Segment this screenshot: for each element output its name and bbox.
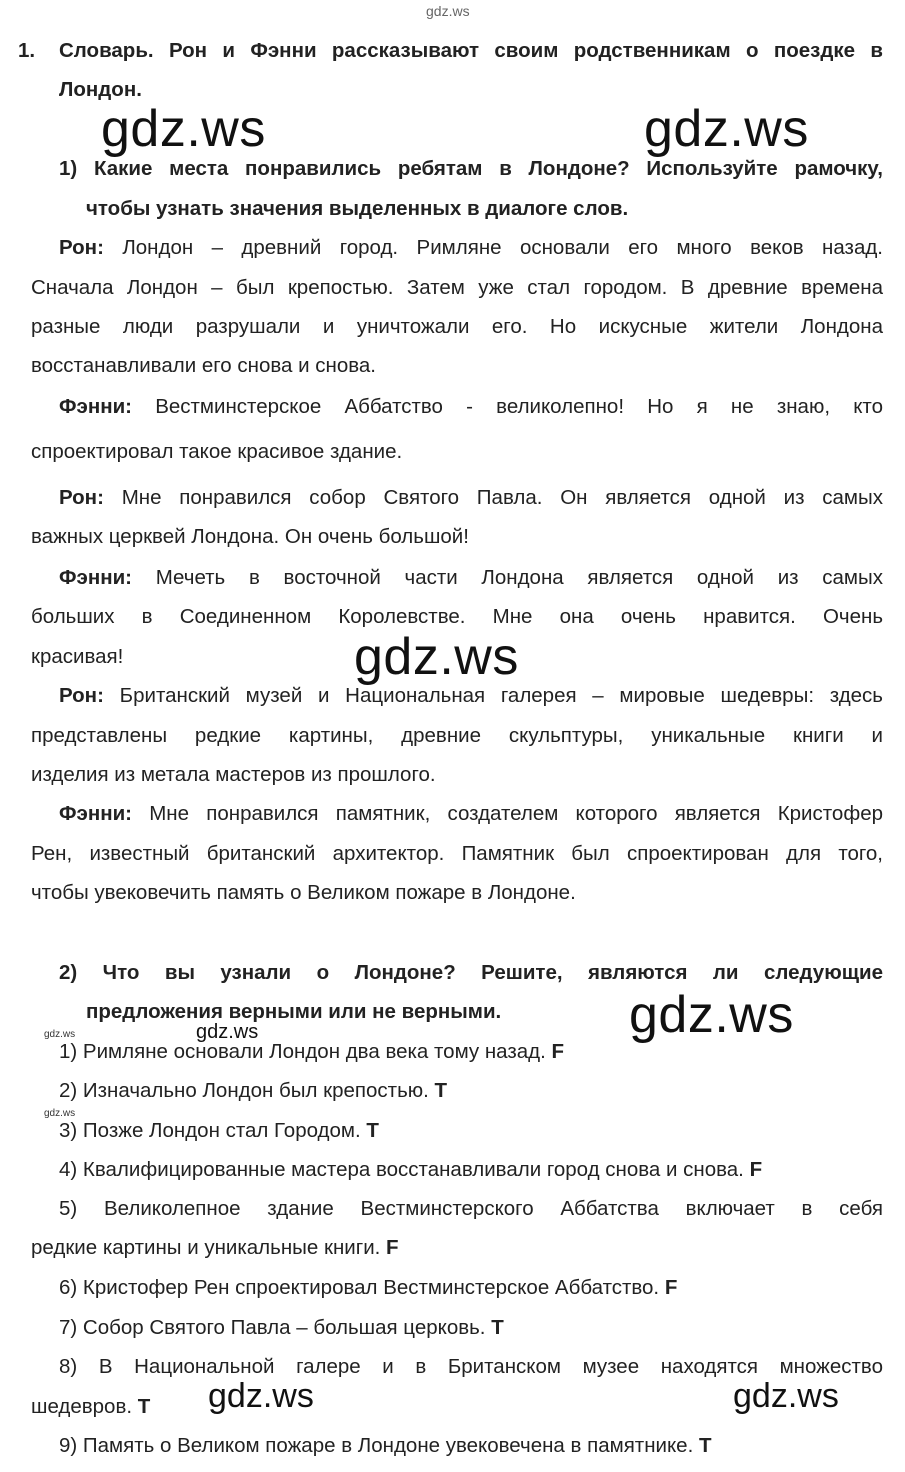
statement-text: 3) Позже Лондон стал Городом.: [59, 1119, 361, 1142]
watermark-tiny-1: gdz.ws: [44, 1029, 76, 1040]
exercise-number: 1.: [18, 39, 36, 62]
watermark-left: gdz.ws: [101, 100, 266, 158]
speaker-ron: Рон:: [59, 236, 104, 259]
answer-mark: F: [749, 1158, 763, 1181]
watermark-right: gdz.ws: [644, 100, 809, 158]
answer-mark: T: [698, 1434, 712, 1457]
dialogue-line: [59, 486, 883, 510]
dialogue-line: [59, 684, 883, 708]
statement-item-cont: [31, 1395, 883, 1419]
statement-item: [59, 1276, 883, 1300]
dialogue-line: представлены редкие картины, древние скульптуры, уникальные книги и: [31, 724, 883, 747]
part2-question-line1: 2) Что вы узнали о Лондоне? Решите, являются ли следующие: [59, 961, 883, 984]
speaker-fanny: Фэнни:: [59, 395, 133, 418]
answer-mark: F: [551, 1040, 565, 1063]
statement-text: 7) Собор Святого Павла – большая церковь.: [59, 1316, 486, 1339]
statement-item: [59, 1119, 883, 1143]
watermark-bottom-left: gdz.ws: [208, 1377, 314, 1415]
dialogue-line: Сначала Лондон – был крепостью. Затем уже стал городом. В древние времена: [31, 276, 883, 299]
dialogue-line: [59, 802, 883, 826]
statement-text: 9) Память о Великом пожаре в Лондоне увековечена в памятнике.: [59, 1434, 694, 1457]
watermark-center: gdz.ws: [354, 628, 519, 686]
statement-text: 1) Римляне основали Лондон два века тому назад.: [59, 1040, 546, 1063]
speaker-ron: Рон:: [59, 684, 104, 707]
statement-text: шедевров.: [31, 1395, 133, 1418]
exercise-title-line2: Лондон.: [59, 78, 142, 101]
dialogue-line: разные люди разрушали и уничтожали его. Но искусные жители Лондона: [31, 315, 883, 338]
dialogue-line: больших в Соединенном Королевстве. Мне она очень нравится. Очень: [31, 605, 883, 628]
speaker-ron: Рон:: [59, 486, 104, 509]
speaker-fanny: Фэнни:: [59, 802, 133, 825]
answer-mark: F: [386, 1236, 399, 1259]
dialogue-line: восстанавливали его снова и снова.: [31, 354, 376, 377]
dialogue-line: спроектировал такое красивое здание.: [31, 440, 403, 463]
dialogue-line: [59, 236, 883, 260]
dialogue-text: Британский музей и Национальная галерея – мировые шедевры: здесь: [119, 684, 883, 707]
watermark-right-lower: gdz.ws: [629, 986, 794, 1044]
answer-mark: T: [366, 1119, 379, 1142]
dialogue-line: [59, 395, 883, 419]
statement-item: [59, 1434, 883, 1458]
answer-mark: T: [137, 1395, 151, 1418]
speaker-fanny: Фэнни:: [59, 566, 133, 589]
statement-item: [59, 1316, 883, 1340]
dialogue-line: изделия из метала мастеров из прошлого.: [31, 763, 436, 786]
dialogue-line: Рен, известный британский архитектор. Памятник был спроектирован для того,: [31, 842, 883, 865]
dialogue-text: Мне понравился памятник, создателем которого является Кристофер: [149, 802, 883, 825]
exercise-title-line1: Словарь. Рон и Фэнни рассказывают своим родственникам о поездке в: [59, 39, 883, 62]
statement-text: редкие картины и уникальные книги.: [31, 1236, 381, 1259]
answer-mark: F: [664, 1276, 678, 1299]
statement-item-cont: [31, 1236, 883, 1260]
watermark-small: gdz.ws: [196, 1021, 259, 1043]
dialogue-text: Мечеть в восточной части Лондона является одной из самых: [155, 566, 883, 589]
statement-text: 6) Кристофер Рен спроектировал Вестминстерское Аббатство.: [59, 1276, 660, 1299]
statement-item: [59, 1158, 883, 1182]
dialogue-line: чтобы увековечить память о Великом пожаре в Лондоне.: [31, 881, 576, 904]
statement-item: 5) Великолепное здание Вестминстерского Аббатства включает в себя: [59, 1197, 883, 1220]
watermark-tiny-2: gdz.ws: [44, 1108, 76, 1119]
watermark-top: gdz.ws: [426, 3, 470, 19]
dialogue-text: Мне понравился собор Святого Павла. Он является одной из самых: [121, 486, 883, 509]
answer-mark: T: [434, 1079, 448, 1102]
dialogue-line: [59, 566, 883, 590]
dialogue-text: Лондон – древний город. Римляне основали его много веков назад.: [122, 236, 884, 259]
answer-mark: T: [491, 1316, 504, 1339]
statement-text: 2) Изначально Лондон был крепостью.: [59, 1079, 429, 1102]
statement-text: 4) Квалифицированные мастера восстанавливали город снова и снова.: [59, 1158, 744, 1181]
statement-item: [59, 1040, 883, 1064]
statement-item: 8) В Национальной галере и в Британском музее находятся множество: [59, 1355, 883, 1378]
statement-item: [59, 1079, 883, 1103]
part1-question-line2: чтобы узнать значения выделенных в диалоге слов.: [86, 197, 629, 220]
watermark-bottom-right: gdz.ws: [733, 1377, 839, 1415]
dialogue-text: Вестминстерское Аббатство - великолепно! Но я не знаю, кто: [155, 395, 883, 418]
part1-question-line1: 1) Какие места понравились ребятам в Лондоне? Используйте рамочку,: [59, 157, 883, 180]
part2-question-line2: предложения верными или не верными.: [86, 1000, 502, 1023]
dialogue-line: красивая!: [31, 645, 124, 668]
dialogue-line: важных церквей Лондона. Он очень большой!: [31, 525, 469, 548]
